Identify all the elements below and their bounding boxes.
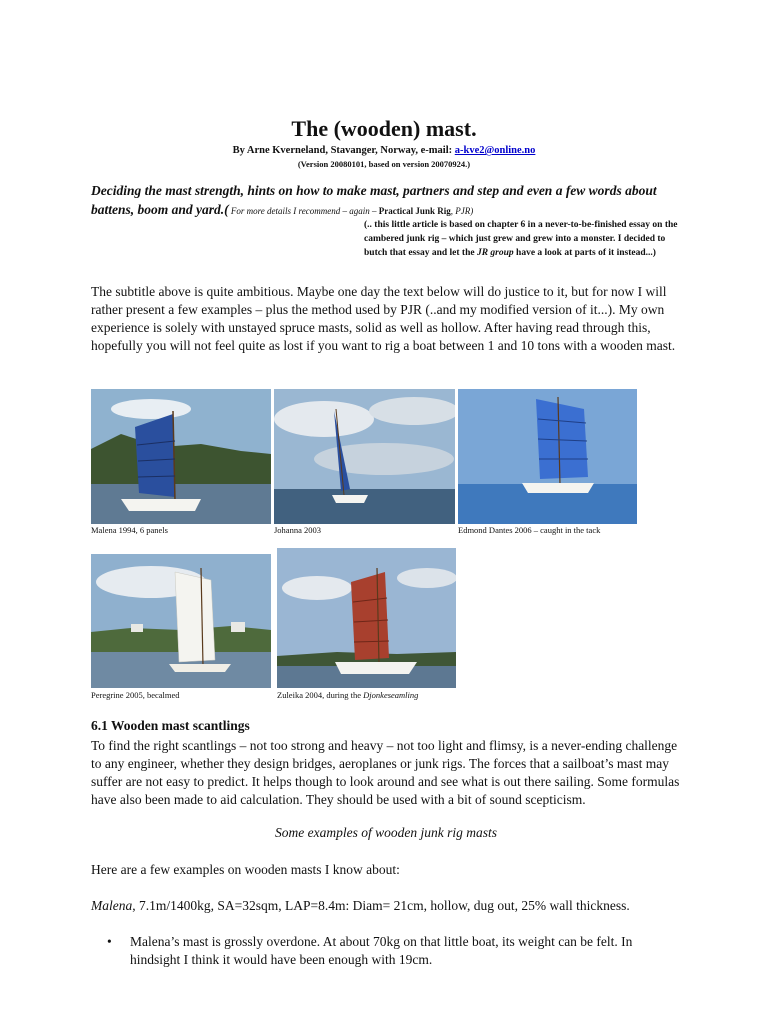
malena-name: Malena [91,898,133,913]
caption-edmond-dantes: Edmond Dantes 2006 – caught in the tack [458,525,601,535]
ref-sep: , [450,206,456,216]
examples-heading: Some examples of wooden junk rig masts [275,825,497,840]
subtitle-reference [229,206,474,216]
article-note [364,218,684,260]
note-part2: have a look at parts of it instead...) [513,248,656,258]
photo-malena [91,389,271,524]
ref-pre: For more details I recommend – again – [228,206,379,216]
malena-specs [91,897,681,915]
examples-intro: Here are a few examples on wooden masts I know about: [91,862,400,877]
note-group: JR group [476,248,514,258]
caption-zuleika-text: Zuleika 2004, during the [277,690,364,700]
bullet-dot: • [107,934,112,949]
subtitle-main: Deciding the mast strength, hints on how to make mast, partners and step and even a few words about battens, boom and yard.( [91,183,657,217]
photo-edmond-dantes [458,389,637,524]
edmond-dantes-photo-image [458,389,637,524]
byline [0,145,768,156]
caption-malena: Malena 1994, 6 panels [91,525,168,535]
bullet-item [107,933,681,969]
version-line: (Version 20080101, based on version 20070924.) [297,159,471,169]
malena-photo-image [91,389,271,524]
caption-zuleika-event: Djonkeseamling [363,690,419,700]
photo-peregrine [91,554,271,688]
ref-abbr: PJR [455,206,471,216]
peregrine-photo-image [91,554,271,688]
note-part1: (.. this little article is based on chapter 6 in a never-to-be-finished essay on the cambered junk rig – which just grew and grew into a monster. I decided to butch that essay and let the [364,220,678,258]
zuleika-photo-image [277,548,456,688]
ref-close: ) [470,206,474,216]
scantlings-paragraph: To find the right scantlings – not too strong and heavy – not too light and flimsy, is a never-ending challenge to any engineer, whether they design bridges, aeroplanes or junk rigs. The forces that a sailboat’s mast may suffer are not easy to predict. It helps though to look around and see what is out there sailing. Some formulas have also been made to aid calculation. They should be used with a bit of sound scepticism. [91,738,680,807]
malena-specs-text: , 7.1m/1400kg, SA=32sqm, LAP=8.4m: Diam= 21cm, hollow, dug out, 25% wall thickness. [132,898,630,913]
caption-zuleika [277,690,418,700]
byline-text: By Arne Kverneland, Stavanger, Norway, e-mail: [232,145,455,156]
johanna-photo-image [274,389,455,524]
document-title: The (wooden) mast. [291,116,477,141]
subtitle [91,181,691,221]
email-link[interactable]: a-kve2@online.no [454,145,536,156]
ref-book: Practical Junk Rig [378,206,451,216]
bullet-text: Malena’s mast is grossly overdone. At about 70kg on that little boat, its weight can be felt. In hindsight I think it would have been enough with 19cm. [130,934,633,967]
photo-johanna [274,389,455,524]
intro-paragraph: The subtitle above is quite ambitious. Maybe one day the text below will do justice to it, but for now I will rather present a few examples – plus the method used by PJR (..and my modified version of it...). My own experience is solely with unstayed spruce masts, solid as well as hollow. After having read through this, hopefully you will not feel quite as lost if you want to rig a boat between 1 and 10 tons with a wooden mast. [91,284,676,353]
caption-peregrine: Peregrine 2005, becalmed [91,690,180,700]
section-heading: 6.1 Wooden mast scantlings [91,718,250,733]
caption-johanna: Johanna 2003 [274,525,321,535]
photo-zuleika [277,548,456,688]
